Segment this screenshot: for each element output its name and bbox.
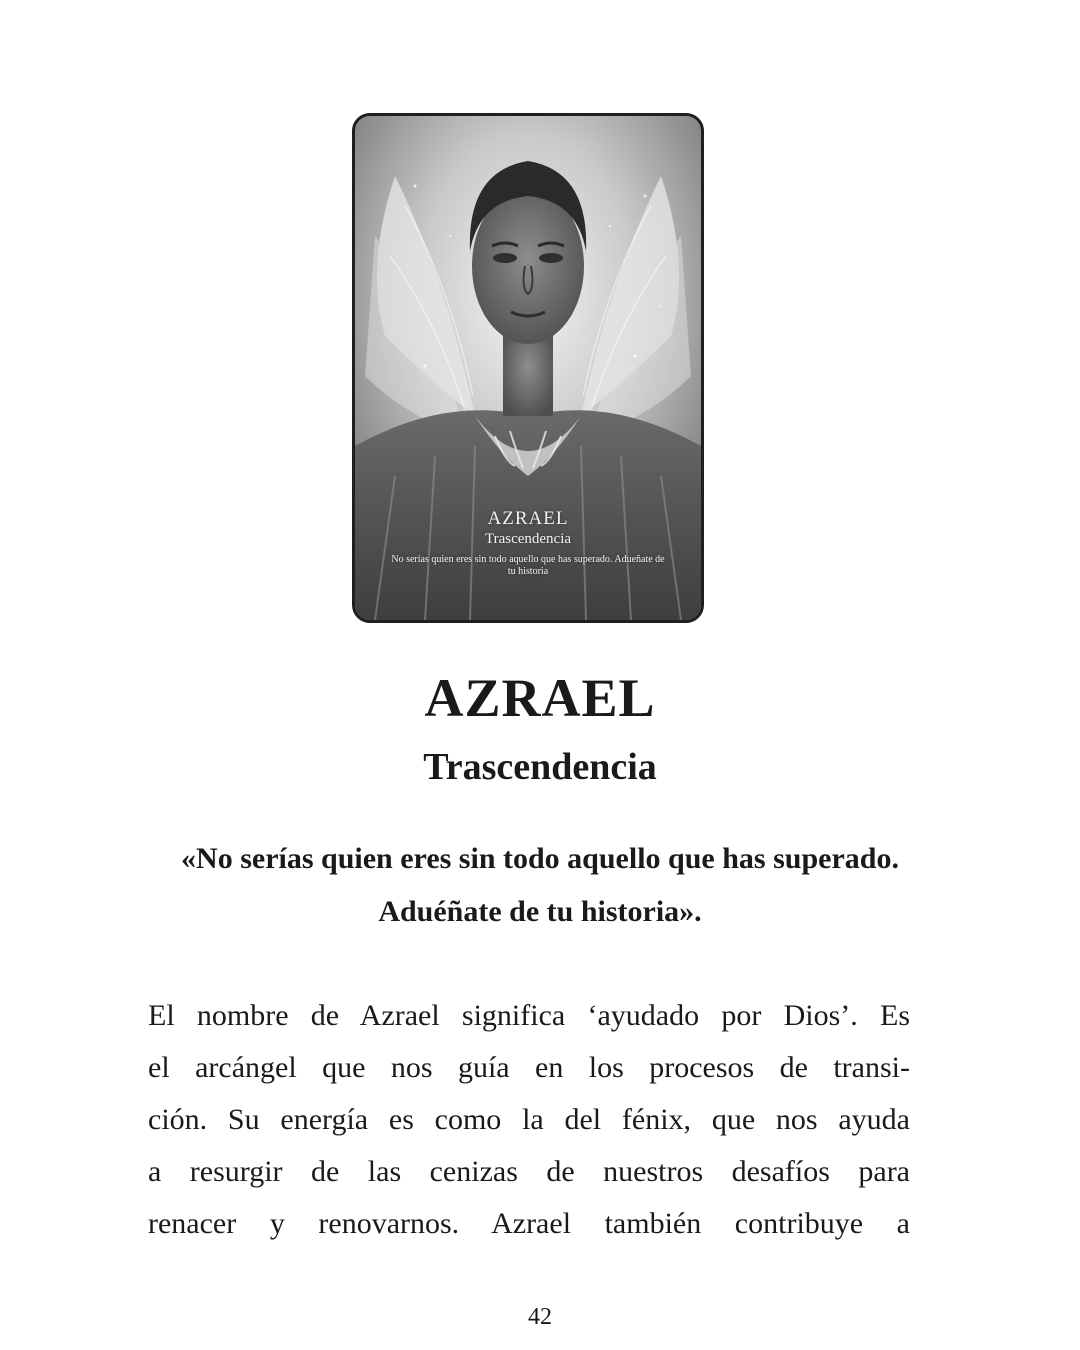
body-paragraph bbox=[148, 990, 910, 1250]
body-line: El nombre de Azrael significa ‘ayudado por Dios’. Es bbox=[148, 999, 910, 1032]
card-caption bbox=[355, 508, 701, 578]
card-name: AZRAEL bbox=[487, 508, 569, 529]
page-number: 42 bbox=[528, 1304, 552, 1330]
oracle-card-image bbox=[352, 113, 704, 623]
card-subtitle: Trascendencia bbox=[484, 531, 572, 547]
body-line: el arcángel que nos guía en los procesos de transi- bbox=[148, 1051, 910, 1084]
page-subtitle: Trascendencia bbox=[423, 746, 657, 788]
card-message-quote: «No serías quien eres sin todo aquello que has superado. Aduéñate de tu historia». bbox=[181, 842, 899, 928]
body-line: a resurgir de las cenizas de nuestros desafíos para bbox=[148, 1155, 910, 1188]
body-line: ción. Su energía es como la del fénix, que nos ayuda bbox=[148, 1103, 910, 1136]
body-line: renacer y renovarnos. Azrael también contribuye a bbox=[148, 1207, 910, 1240]
card-quote: No serías quien eres sin todo aquello que has superado. Adueñate de tu historia bbox=[391, 554, 665, 577]
page-title: AZRAEL bbox=[424, 668, 656, 728]
